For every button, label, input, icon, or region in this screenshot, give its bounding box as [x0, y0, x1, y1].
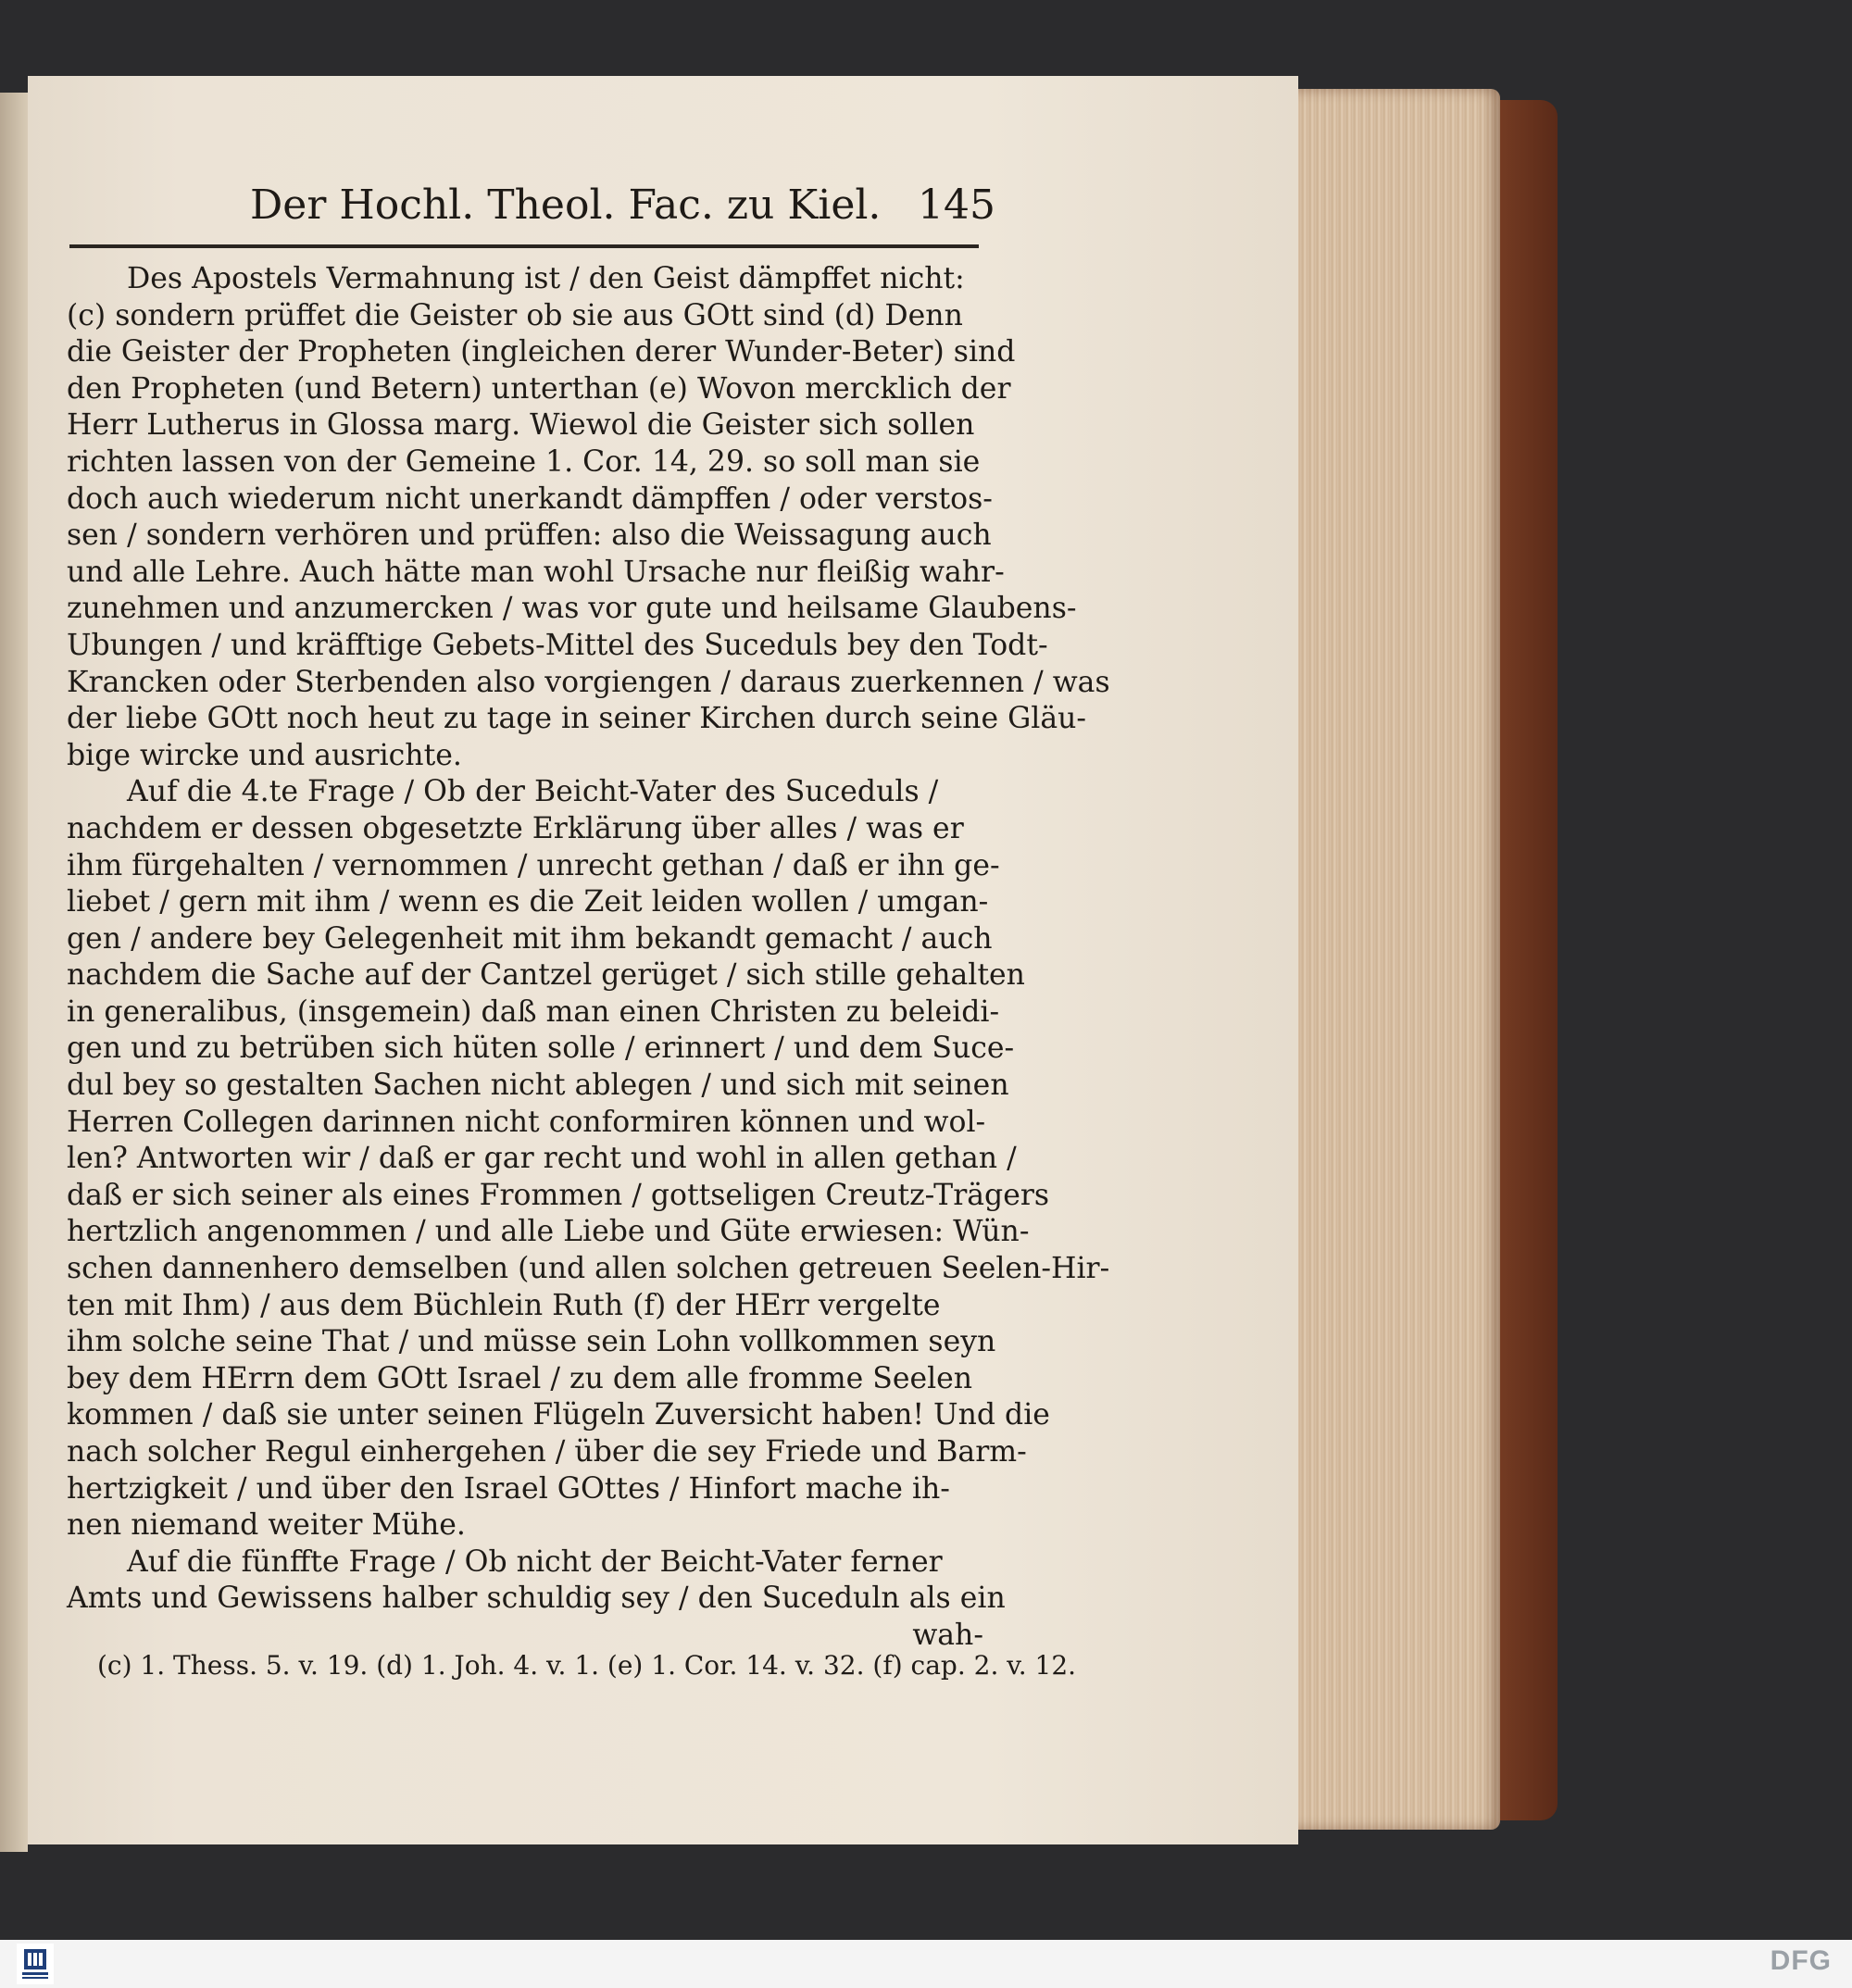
text-line: den Propheten (und Betern) unterthan (e) Wovon mercklich der	[67, 371, 1011, 406]
text-line: nachdem die Sache auf der Cantzel gerüget / sich stille gehalten	[67, 958, 1025, 993]
text-line: Auf die fünffte Frage / Ob nicht der Beicht-Vater ferner	[127, 1544, 943, 1579]
page-number: 145	[918, 181, 995, 229]
text-line: gen / andere bey Gelegenheit mit ihm bekandt gemacht / auch	[67, 921, 993, 956]
text-line: bige wircke und ausrichte.	[67, 738, 462, 772]
text-line: Auf die 4.te Frage / Ob der Beicht-Vater des Suceduls /	[127, 775, 939, 809]
body-text	[67, 261, 1110, 1655]
text-line: nen niemand weiter Mühe.	[67, 1508, 466, 1543]
text-line: dul bey so gestalten Sachen nicht ablegen / und sich mit seinen	[67, 1069, 1009, 1103]
text-line: kommen / daß sie unter seinen Flügeln Zuversicht haben! Und die	[67, 1398, 1050, 1432]
text-line: Amts und Gewissens halber schuldig sey / den Suceduln als ein	[67, 1582, 1006, 1616]
text-line: richten lassen von der Gemeine 1. Cor. 14, 29. so soll man sie	[67, 444, 981, 479]
text-line: bey dem HErrn dem GOtt Israel / zu dem alle fromme Seelen	[67, 1361, 973, 1395]
text-line: zunehmen und anzumercken / was vor gute und heilsame Glaubens-	[67, 592, 1077, 626]
text-line: daß er sich seiner als eines Frommen / gottseligen Creutz-Trägers	[67, 1178, 1050, 1212]
viewer-footer	[0, 1940, 1852, 1988]
text-line: len? Antworten wir / daß er gar recht und wohl in allen gethan /	[67, 1142, 1017, 1176]
text-line: schen dannenhero demselben (und allen solchen getreuen Seelen-Hir-	[67, 1252, 1110, 1286]
text-line: Krancken oder Sterbenden also vorgiengen / daraus zuerkennen / was	[67, 665, 1110, 699]
dfg-logo: DFG	[1770, 1945, 1832, 1976]
text-line: ihm solche seine That / und müsse sein Lohn vollkommen seyn	[67, 1325, 996, 1359]
running-header	[250, 181, 995, 237]
text-line: der liebe GOtt noch heut zu tage in seiner Kirchen durch seine Gläu-	[67, 702, 1087, 736]
text-line: Ubungen / und kräfftige Gebets-Mittel des Suceduls bey den Todt-	[67, 628, 1048, 662]
library-logo-icon	[17, 1944, 54, 1984]
header-title: Der Hochl. Theol. Fac. zu Kiel.	[250, 181, 882, 229]
previous-page-edge	[0, 93, 28, 1852]
text-line: doch auch wiederum nicht unerkandt dämpffen / oder verstos-	[67, 481, 993, 516]
text-line: die Geister der Propheten (ingleichen derer Wunder-Beter) sind	[67, 335, 1016, 369]
text-line: nachdem er dessen obgesetzte Erklärung über alles / was er	[67, 811, 964, 845]
text-line: hertzigkeit / und über den Israel GOttes / Hinfort mache ih-	[67, 1471, 950, 1506]
header-rule	[69, 244, 979, 248]
text-line: Des Apostels Vermahnung ist / den Geist dämpffet nicht:	[127, 262, 965, 295]
text-line: ihm fürgehalten / vernommen / unrecht gethan / daß er ihn ge-	[67, 848, 1000, 882]
catchword: wah-	[912, 1618, 983, 1652]
text-line: gen und zu betrüben sich hüten solle / erinnert / und dem Suce-	[67, 1032, 1015, 1066]
page-edges	[1278, 89, 1500, 1830]
text-line: liebet / gern mit ihm / wenn es die Zeit leiden wollen / umgan-	[67, 885, 989, 919]
footnotes: (c) 1. Thess. 5. v. 19. (d) 1. Joh. 4. v. 1. (e) 1. Cor. 14. v. 32. (f) cap. 2. v. 12.	[97, 1650, 1077, 1681]
text-line: ten mit Ihm) / aus dem Büchlein Ruth (f) der HErr vergelte	[67, 1288, 941, 1322]
text-line: hertzlich angenommen / und alle Liebe und Güte erwiesen: Wün-	[67, 1215, 1030, 1249]
text-line: Herren Collegen darinnen nicht conformiren können und wol-	[67, 1105, 986, 1139]
text-line: sen / sondern verhören und prüffen: also die Weissagung auch	[67, 519, 992, 553]
text-line: in generalibus, (insgemein) daß man einen Christen zu beleidi-	[67, 994, 1000, 1029]
text-line: (c) sondern prüffet die Geister ob sie aus GOtt sind (d) Denn	[67, 298, 963, 332]
text-line: und alle Lehre. Auch hätte man wohl Ursache nur fleißig wahr-	[67, 555, 1005, 589]
text-line: nach solcher Regul einhergehen / über die sey Friede und Barm-	[67, 1435, 1027, 1469]
text-line: Herr Lutherus in Glossa marg. Wiewol die Geister sich sollen	[67, 408, 975, 443]
